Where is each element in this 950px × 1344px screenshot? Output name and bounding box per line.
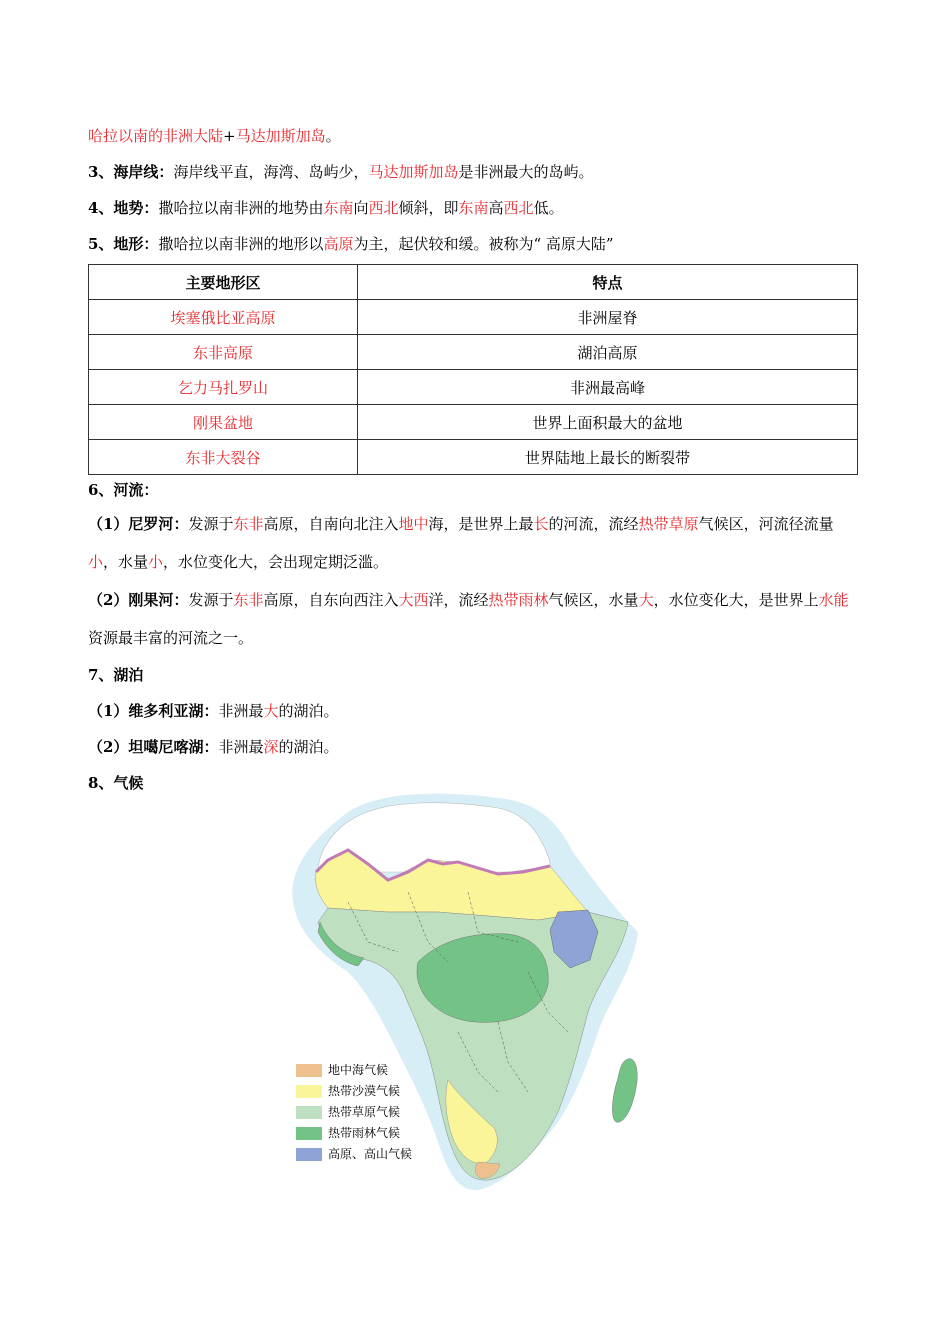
- coastline-line: [88, 154, 860, 190]
- nile-text: 高原，自南向北注入: [263, 515, 399, 533]
- table-row: [89, 405, 858, 440]
- rivers-heading: 6、河流：: [88, 481, 159, 499]
- congo-red: 水能: [818, 591, 849, 609]
- congo-text: 高原，自东向西注入: [263, 591, 399, 609]
- intro-text-red-1: 哈拉以南的非洲大陆: [88, 127, 224, 145]
- nile-text: 发源于: [188, 515, 234, 533]
- terrain-trend-heading: 4、地势：: [88, 199, 159, 217]
- terrain-text: 高: [488, 199, 504, 217]
- terrain-red: 西北: [503, 199, 534, 217]
- victoria-text: 的湖泊。: [278, 702, 339, 720]
- climate-heading: 8、气候: [88, 774, 144, 792]
- congo-text: 洋，流经: [428, 591, 489, 609]
- madagascar-island: [612, 1059, 637, 1123]
- africa-climate-map: [288, 792, 648, 1192]
- landform-line: [88, 226, 860, 262]
- nile-paragraph: [88, 505, 860, 581]
- table-row: [89, 335, 858, 370]
- legend-swatch: [296, 1148, 322, 1161]
- legend-label: 热带草原气候: [328, 1105, 401, 1119]
- nile-red: 小: [88, 553, 104, 571]
- terrain-red: 东南: [323, 199, 354, 217]
- terrain-text: 倾斜，即: [398, 199, 459, 217]
- legend-item: [296, 1081, 412, 1102]
- table-cell-region: 乞力马扎罗山: [89, 370, 358, 405]
- congo-red: 大: [638, 591, 654, 609]
- intro-plus: +: [223, 127, 236, 145]
- table-row: [89, 300, 858, 335]
- terrain-text: 撒哈拉以南非洲的地势由: [158, 199, 324, 217]
- congo-text: 气候区，水量: [548, 591, 639, 609]
- tanganyika-line: [88, 729, 860, 765]
- legend-swatch: [296, 1106, 322, 1119]
- landform-text: 撒哈拉以南非洲的地形以: [158, 235, 324, 253]
- landform-red: 高原: [323, 235, 354, 253]
- coastline-text: 海岸线平直，海湾、岛屿少，: [173, 163, 369, 181]
- congo-label: （2）刚果河：: [88, 591, 189, 609]
- tanganyika-text: 非洲最: [218, 738, 264, 756]
- nile-red: 地中: [398, 515, 429, 533]
- landform-text: 为主，起伏较和缓。被称为“ 高原大陆”: [353, 235, 614, 253]
- rivers-heading-line: [88, 475, 860, 505]
- table-header-feature: 特点: [358, 265, 858, 300]
- nile-text: ，水量: [103, 553, 149, 571]
- table-cell-feature: 非洲最高峰: [358, 370, 858, 405]
- table-cell-region: 埃塞俄比亚高原: [89, 300, 358, 335]
- tanganyika-text: 的湖泊。: [278, 738, 339, 756]
- table-row: [89, 440, 858, 475]
- intro-line: [88, 118, 860, 154]
- landform-table: [88, 264, 858, 475]
- legend-swatch: [296, 1085, 322, 1098]
- victoria-label: （1）维多利亚湖：: [88, 702, 219, 720]
- table-header-row: [89, 265, 858, 300]
- coastline-text-2: 是非洲最大的岛屿。: [458, 163, 594, 181]
- nile-text: 的河流，流经: [548, 515, 639, 533]
- legend-item: [296, 1144, 412, 1165]
- table-cell-feature: 世界上面积最大的盆地: [358, 405, 858, 440]
- victoria-red: 大: [263, 702, 279, 720]
- table-cell-feature: 湖泊高原: [358, 335, 858, 370]
- table-cell-region: 刚果盆地: [89, 405, 358, 440]
- nile-red: 东非: [233, 515, 264, 533]
- terrain-red: 东南: [458, 199, 489, 217]
- victoria-line: [88, 693, 860, 729]
- landform-heading: 5、地形：: [88, 235, 159, 253]
- terrain-red: 西北: [368, 199, 399, 217]
- legend-item: [296, 1123, 412, 1144]
- legend-label: 热带雨林气候: [328, 1126, 401, 1140]
- lakes-heading: 7、湖泊: [88, 666, 144, 684]
- table-cell-feature: 世界陆地上最长的断裂带: [358, 440, 858, 475]
- tanganyika-label: （2）坦噶尼喀湖：: [88, 738, 219, 756]
- nile-text: 气候区，河流径流量: [698, 515, 834, 533]
- table-cell-region: 东非高原: [89, 335, 358, 370]
- tanganyika-red: 深: [263, 738, 279, 756]
- nile-text: ，水位变化大，会出现定期泛滥。: [163, 553, 389, 571]
- intro-period: 。: [325, 127, 341, 145]
- legend-swatch: [296, 1064, 322, 1077]
- congo-red: 大西: [398, 591, 429, 609]
- congo-text: ，水位变化大，是世界上: [653, 591, 819, 609]
- congo-text: 发源于: [188, 591, 234, 609]
- legend-label: 高原、高山气候: [328, 1147, 413, 1161]
- climate-legend: [296, 1060, 412, 1165]
- lakes-heading-line: [88, 657, 860, 693]
- legend-item: [296, 1102, 412, 1123]
- table-cell-feature: 非洲屋脊: [358, 300, 858, 335]
- terrain-text: 向: [353, 199, 369, 217]
- legend-swatch: [296, 1127, 322, 1140]
- table-cell-region: 东非大裂谷: [89, 440, 358, 475]
- terrain-trend-line: [88, 190, 860, 226]
- document-body: [88, 118, 860, 801]
- congo-text: 资源最丰富的河流之一。: [88, 629, 254, 647]
- coastline-heading: 3、海岸线：: [88, 163, 174, 181]
- coastline-red: 马达加斯加岛: [368, 163, 459, 181]
- legend-label: 热带沙漠气候: [328, 1084, 401, 1098]
- nile-red: 热带草原: [638, 515, 699, 533]
- legend-item: [296, 1060, 412, 1081]
- table-row: [89, 370, 858, 405]
- congo-red: 热带雨林: [488, 591, 549, 609]
- nile-red: 小: [148, 553, 164, 571]
- intro-text-red-2: 马达加斯加岛: [235, 127, 326, 145]
- terrain-text: 低。: [533, 199, 564, 217]
- congo-red: 东非: [233, 591, 264, 609]
- legend-label: 地中海气候: [328, 1063, 389, 1077]
- victoria-text: 非洲最: [218, 702, 264, 720]
- congo-paragraph: [88, 581, 860, 657]
- nile-text: 海，是世界上最: [428, 515, 534, 533]
- table-header-region: 主要地形区: [89, 265, 358, 300]
- nile-red: 长: [533, 515, 549, 533]
- nile-label: （1）尼罗河：: [88, 515, 189, 533]
